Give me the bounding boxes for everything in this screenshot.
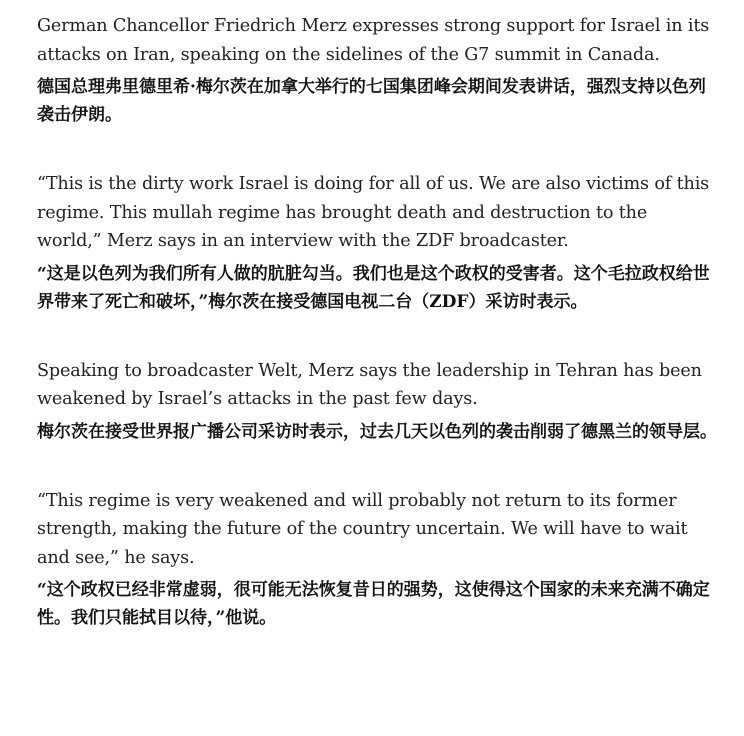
english-paragraph: “This regime is very weakened and will probably not return to its former strength, making the future of the country uncertain. We will have to wait and see,” he says. bbox=[37, 490, 688, 568]
english-paragraph: German Chancellor Friedrich Merz expresses strong support for Israel in its attacks on Iran, speaking on the sidelines of the G7 summit in Canada. bbox=[37, 16, 710, 65]
chinese-paragraph: “这是以色列为我们所有人做的肮脏勾当。我们也是这个政权的受害者。这个毛拉政权给世界带来了死亡和破坏，”梅尔茨在接受德国电视二台（ZDF）采访时表示。 bbox=[37, 263, 710, 312]
paragraph-pair-2 bbox=[37, 170, 717, 316]
english-paragraph: Speaking to broadcaster Welt, Merz says the leadership in Tehran has been weakened by Israel’s attacks in the past few days. bbox=[37, 360, 702, 409]
paragraph-pair-3 bbox=[37, 357, 717, 446]
article-body bbox=[37, 12, 717, 632]
paragraph-pair-1 bbox=[37, 12, 717, 129]
paragraph-spacer bbox=[37, 316, 717, 357]
chinese-paragraph: 德国总理弗里德里希·梅尔茨在加拿大举行的七国集团峰会期间发表讲话，强烈支持以色列袭击伊朗。 bbox=[37, 77, 706, 125]
paragraph-pair-4 bbox=[37, 487, 717, 633]
paragraph-spacer bbox=[37, 129, 717, 170]
chinese-paragraph: 梅尔茨在接受世界报广播公司采访时表示，过去几天以色列的袭击削弱了德黑兰的领导层。 bbox=[37, 421, 717, 442]
chinese-paragraph: “这个政权已经非常虚弱，很可能无法恢复昔日的强势，这使得这个国家的未来充满不确定性。我们只能拭目以待，”他说。 bbox=[37, 580, 710, 628]
paragraph-spacer bbox=[37, 446, 717, 487]
english-paragraph: “This is the dirty work Israel is doing for all of us. We are also victims of this regime. This mullah regime has brought death and destruction to the world,” Merz says in an interview with the ZDF broadcaster. bbox=[37, 174, 710, 251]
